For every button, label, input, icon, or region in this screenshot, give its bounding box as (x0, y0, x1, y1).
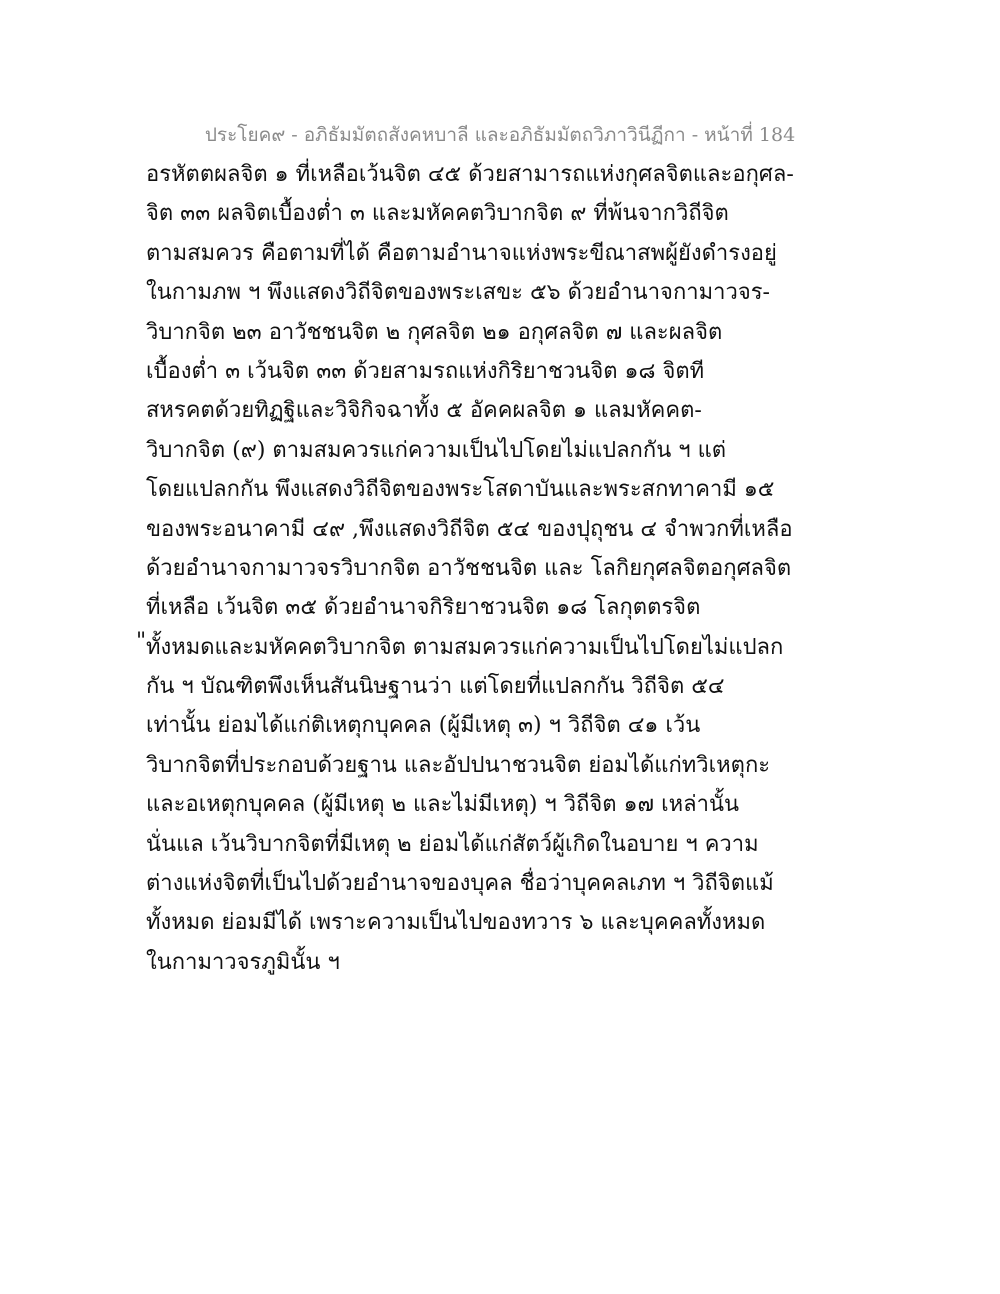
body-text (136, 155, 866, 982)
text-line: โดยแปลกกัน พึงแสดงวิถีจิตของพระโสดาบันและพระสกทาคามี ๑๕ (146, 477, 775, 503)
text-line-marked (136, 628, 866, 667)
text-line-content: ทั้งหมดและมหัคคตวิบากจิต ตามสมควรแก่ความเป็นไปโดยไม่แปลก (146, 634, 784, 660)
text-line: ด้วยอำนาจกามาวจรวิบากจิต อาวัชชนจิต และ โลกิยกุศลจิตอกุศลจิต (146, 555, 792, 581)
text-line: ในกามาวจรภูมินั้น ฯ (146, 949, 340, 975)
text-line: สหรคตด้วยทิฏฐิและวิจิกิจฉาทั้ง ๕ อัคคผลจิต ๑ แลมหัคคต- (146, 398, 702, 424)
text-line: วิบากจิตที่ประกอบด้วยฐาน และอัปปนาชวนจิต ย่อมได้แก่ทวิเหตุกะ (146, 752, 771, 778)
text-line: ต่างแห่งจิตที่เป็นไปด้วยอำนาจของบุคล ชื่อว่าบุคคลเภท ฯ วิถีจิตแม้ (146, 871, 774, 897)
text-line: ของพระอนาคามี ๔๙ ,พึงแสดงวิถีจิต ๕๔ ของปุถุชน ๔ จำพวกที่เหลือ (146, 516, 793, 542)
text-line: นั่นแล เว้นวิบากจิตที่มีเหตุ ๒ ย่อมได้แก่สัตว์ผู้เกิดในอบาย ฯ ความ (146, 831, 759, 857)
text-line: เบื้องต่ำ ๓ เว้นจิต ๓๓ ด้วยสามรถแห่งกิริยาชวนจิต ๑๘ จิตที (146, 358, 705, 384)
text-line: อรหัตตผลจิต ๑ ที่เหลือเว้นจิต ๔๕ ด้วยสามารถแห่งกุศลจิตและอกุศล- (146, 162, 794, 187)
text-line: ในกามภพ ฯ พึงแสดงวิถีจิตของพระเสขะ ๕๖ ด้วยอำนาจกามาวจร- (146, 280, 770, 306)
text-line: กัน ฯ บัณฑิตพึงเห็นสันนิษฐานว่า แต่โดยที่แปลกกัน วิถีจิต ๕๔ (146, 674, 725, 700)
text-line: วิบากจิต ๒๓ อาวัชชนจิต ๒ กุศลจิต ๒๑ อกุศลจิต ๗ และผลจิต (146, 319, 723, 345)
text-line: ตามสมควร คือตามที่ได้ คือตามอำนาจแห่งพระขีณาสพผู้ยังดำรงอยู่ (146, 240, 777, 266)
text-line: จิต ๓๓ ผลจิตเบื้องต่ำ ๓ และมหัคคตวิบากจิต ๙ ที่พ้นจากวิถีจิต (146, 201, 729, 227)
text-line: ทั้งหมด ย่อมมีได้ เพราะความเป็นไปของทวาร ๖ และบุคคลทั้งหมด (146, 910, 766, 936)
text-line: วิบากจิต (๙) ตามสมควรแก่ความเป็นไปโดยไม่แปลกกัน ฯ แต่ (146, 437, 727, 463)
running-header: ประโยค๙ - อภิธัมมัตถสังคหบาลี และอภิธัมมัตถวิภาวินีฏีกา - หน้าที่ 184 (204, 124, 796, 146)
text-line: เท่านั้น ย่อมได้แก่ติเหตุกบุคคล (ผู้มีเหตุ ๓) ฯ วิถีจิต ๔๑ เว้น (146, 713, 701, 739)
margin-mark: " (136, 628, 147, 654)
text-line: ที่เหลือ เว้นจิต ๓๕ ด้วยอำนาจกิริยาชวนจิต ๑๘ โลกุตตรจิต (146, 595, 701, 621)
text-line: และอเหตุกบุคคล (ผู้มีเหตุ ๒ และไม่มีเหตุ) ฯ วิถีจิต ๑๗ เหล่านั้น (146, 792, 740, 818)
